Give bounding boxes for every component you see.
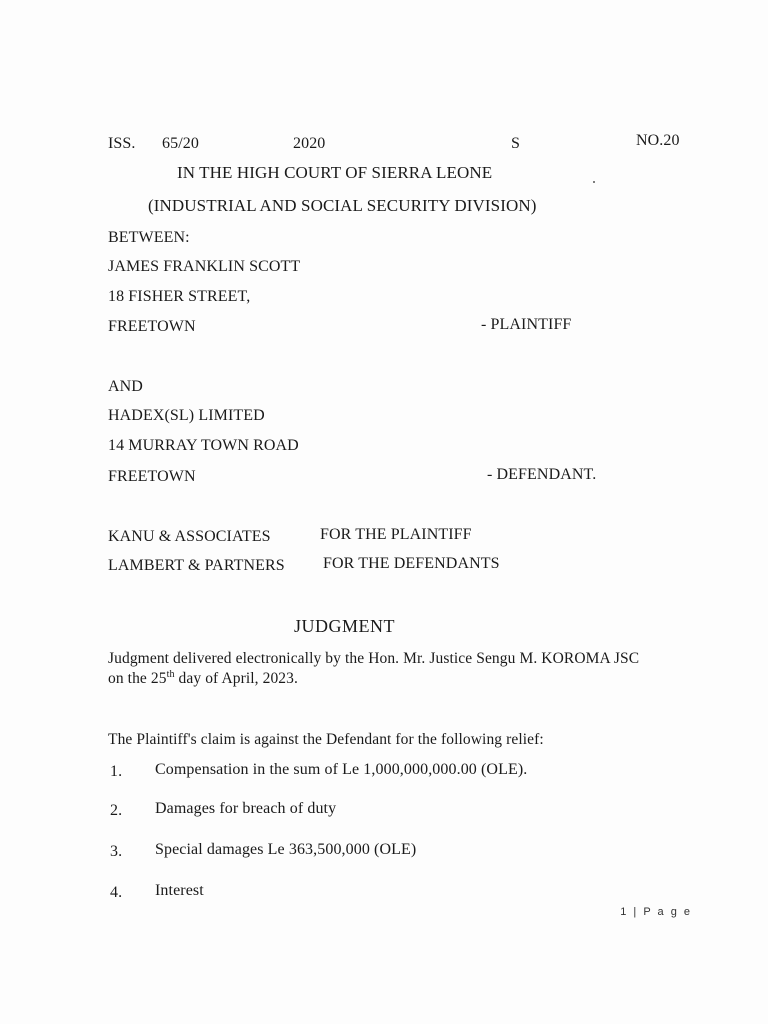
counsel-plaintiff-for: FOR THE PLAINTIFF bbox=[320, 526, 472, 543]
delivery-date-prefix: on the 25 bbox=[108, 670, 167, 687]
iss-label: ISS. bbox=[108, 135, 136, 152]
relief-number: 1. bbox=[110, 763, 123, 780]
delivery-date-rest: day of April, 2023. bbox=[174, 670, 298, 687]
relief-number: 4. bbox=[110, 884, 123, 901]
delivery-date-suffix: th bbox=[166, 668, 175, 680]
case-year: 2020 bbox=[293, 135, 326, 152]
relief-number: 3. bbox=[110, 843, 123, 860]
plaintiff-address-line2: FREETOWN bbox=[108, 318, 196, 335]
judgment-title: JUDGMENT bbox=[294, 616, 395, 636]
counsel-plaintiff-firm: KANU & ASSOCIATES bbox=[108, 528, 271, 545]
delivery-line1: Judgment delivered electronically by the Hon. Mr. Justice Sengu M. KOROMA JSC bbox=[108, 650, 640, 667]
and-label: AND bbox=[108, 378, 143, 395]
court-division: (INDUSTRIAL AND SOCIAL SECURITY DIVISION) bbox=[148, 196, 537, 215]
case-letter: S bbox=[511, 135, 520, 152]
relief-text: Special damages Le 363,500,000 (OLE) bbox=[155, 841, 417, 858]
plaintiff-name: JAMES FRANKLIN SCOTT bbox=[108, 258, 301, 275]
defendant-name: HADEX(SL) LIMITED bbox=[108, 407, 265, 424]
defendant-address-line1: 14 MURRAY TOWN ROAD bbox=[108, 437, 299, 454]
counsel-defendant-for: FOR THE DEFENDANTS bbox=[323, 555, 500, 572]
plaintiff-role: - PLAINTIFF bbox=[481, 316, 572, 333]
claim-intro: The Plaintiff's claim is against the Defendant for the following relief: bbox=[108, 731, 544, 748]
page-number: 1 | P a g e bbox=[620, 906, 692, 918]
between-label: BETWEEN: bbox=[108, 229, 190, 246]
scan-speck bbox=[593, 181, 595, 183]
relief-text: Interest bbox=[155, 882, 204, 899]
relief-number: 2. bbox=[110, 802, 123, 819]
relief-text: Damages for breach of duty bbox=[155, 800, 337, 817]
defendant-address-line2: FREETOWN bbox=[108, 468, 196, 485]
defendant-role: - DEFENDANT. bbox=[487, 466, 597, 483]
delivery-line2 bbox=[108, 669, 298, 689]
court-name: IN THE HIGH COURT OF SIERRA LEONE bbox=[177, 163, 493, 182]
plaintiff-address-line1: 18 FISHER STREET, bbox=[108, 288, 251, 305]
counsel-defendant-firm: LAMBERT & PARTNERS bbox=[108, 557, 285, 574]
case-no: NO.20 bbox=[636, 132, 680, 149]
case-number: 65/20 bbox=[162, 135, 199, 152]
relief-text: Compensation in the sum of Le 1,000,000,000.00 (OLE). bbox=[155, 761, 528, 778]
